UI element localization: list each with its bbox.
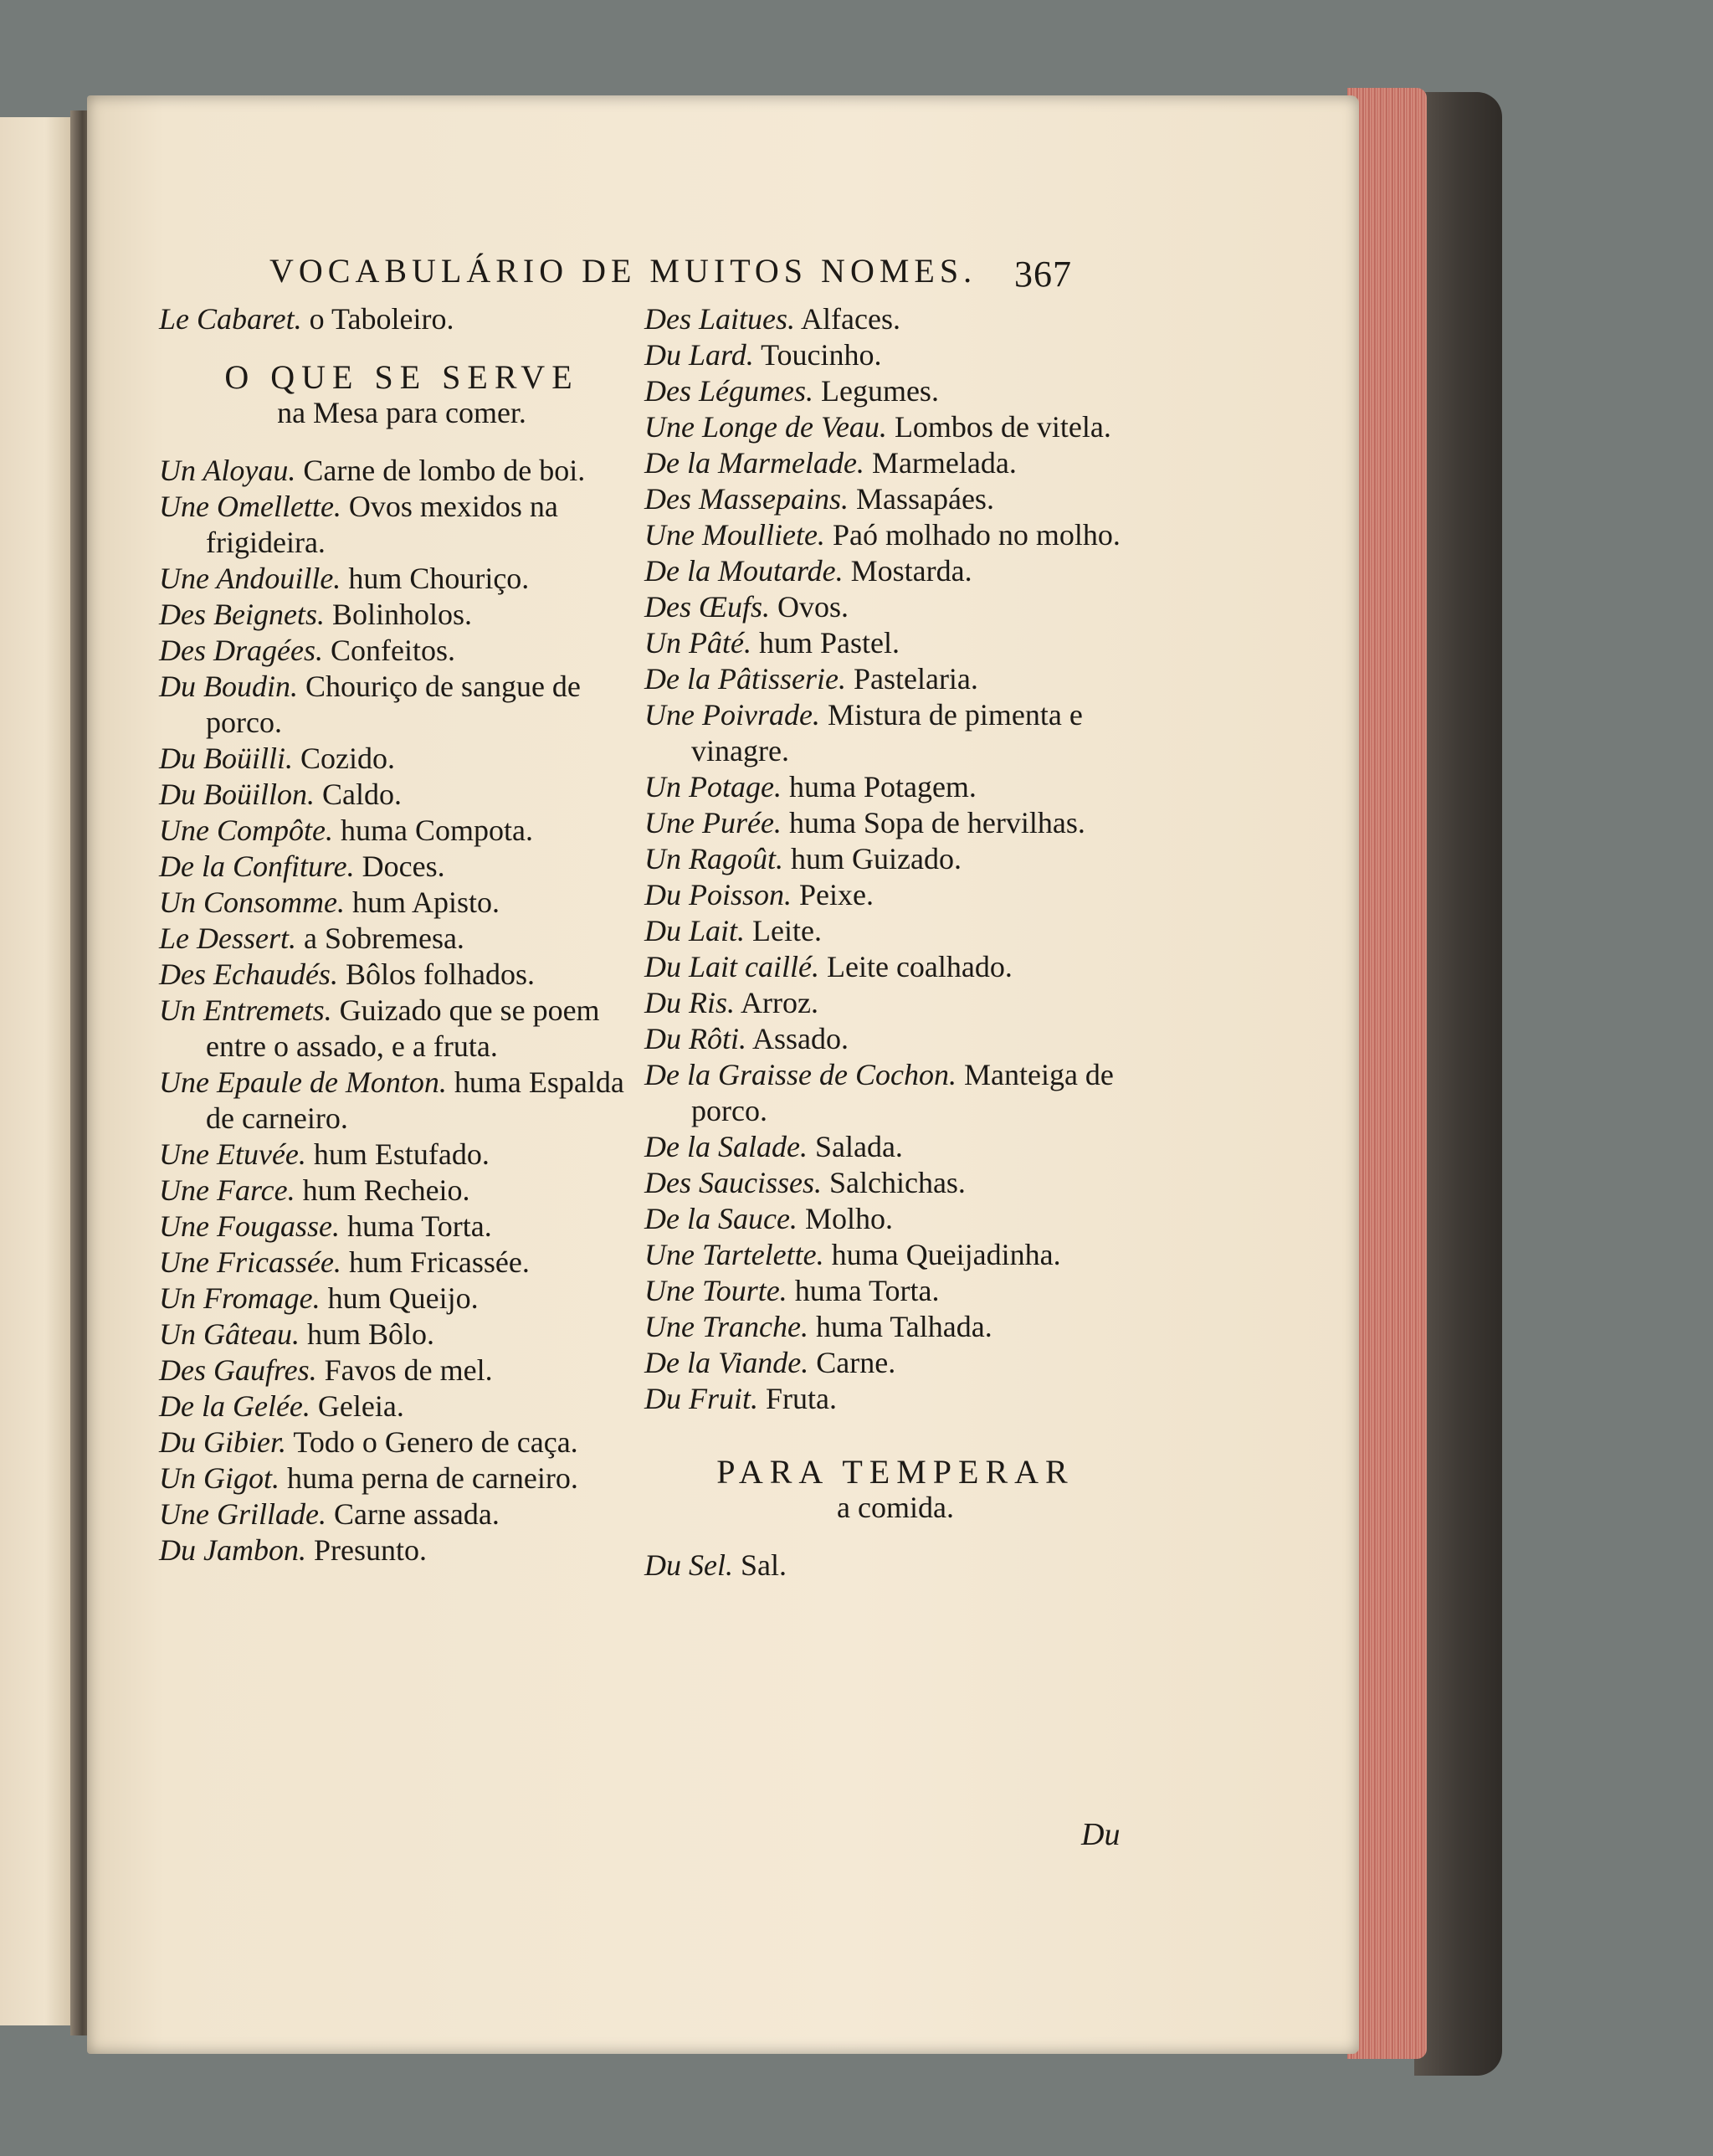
portuguese-translation: huma Queijadinha.	[831, 1238, 1061, 1271]
vocabulary-entry	[644, 913, 1146, 949]
running-title: VOCABULÁRIO DE MUITOS NOMES.	[269, 252, 977, 290]
portuguese-translation: Carne assada.	[333, 1497, 500, 1531]
vocabulary-entry	[159, 1173, 644, 1209]
left-entry-list	[159, 453, 644, 1568]
portuguese-translation: Mostarda.	[850, 554, 972, 588]
french-term: Une Fricassée.	[159, 1245, 341, 1279]
portuguese-translation: Guizado que se poem entre o assado, e a fruta.	[206, 993, 600, 1063]
portuguese-translation: Massapáes.	[855, 482, 994, 516]
french-term: Des Laitues.	[644, 302, 795, 336]
vocabulary-entry	[644, 625, 1146, 661]
french-term: Du Gibier.	[159, 1425, 286, 1459]
portuguese-translation: Chouriço de sangue de porco.	[206, 670, 581, 739]
french-term: Le Dessert.	[159, 921, 296, 955]
french-term: Des Saucisses.	[644, 1166, 822, 1199]
french-term: Un Pâté.	[644, 626, 751, 660]
vocabulary-entry	[159, 633, 644, 669]
portuguese-translation: Pastelaria.	[853, 662, 978, 696]
portuguese-translation: hum Queijo.	[327, 1281, 479, 1315]
vocabulary-entry	[644, 769, 1146, 805]
vocabulary-entry	[644, 1381, 1146, 1417]
vocabulary-entry	[644, 985, 1146, 1021]
french-term: Du Sel.	[644, 1548, 733, 1582]
portuguese-translation: Carne de lombo de boi.	[303, 454, 586, 487]
portuguese-translation: Leite coalhado.	[827, 950, 1013, 983]
french-term: Une Moulliete.	[644, 518, 825, 552]
french-term: Une Andouille.	[159, 562, 341, 595]
portuguese-translation: Arroz.	[741, 986, 818, 1019]
portuguese-translation: Geleia.	[317, 1389, 404, 1423]
french-term: Une Epaule de Monton.	[159, 1065, 447, 1099]
french-term: De la Pâtisserie.	[644, 662, 846, 696]
french-term: Du Fruit.	[644, 1382, 759, 1415]
french-term: Des Echaudés.	[159, 957, 338, 991]
french-term: Des Massepains.	[644, 482, 849, 516]
vocabulary-entry	[159, 1317, 644, 1353]
portuguese-translation: Salada.	[814, 1130, 903, 1163]
french-term: Du Poisson.	[644, 878, 792, 911]
french-term: De la Salade.	[644, 1130, 808, 1163]
section-subtitle-serve: na Mesa para comer.	[277, 396, 526, 429]
vocabulary-entry	[644, 1129, 1146, 1165]
vocabulary-entry	[644, 517, 1146, 553]
portuguese-translation: Manteiga de porco.	[691, 1058, 1114, 1127]
portuguese-translation: hum Fricassée.	[348, 1245, 530, 1279]
vocabulary-entry	[644, 1345, 1146, 1381]
portuguese-translation: huma Torta.	[794, 1274, 940, 1307]
french-term: Des Dragées.	[159, 634, 323, 667]
french-term: De la Viande.	[644, 1346, 809, 1379]
french-term: Une Etuvée.	[159, 1137, 306, 1171]
portuguese-translation: huma Torta.	[346, 1209, 492, 1243]
portuguese-translation: hum Estufado.	[313, 1137, 490, 1171]
section-subtitle-temperar: a comida.	[837, 1491, 954, 1524]
vocabulary-entry	[159, 777, 644, 813]
vocabulary-entry	[644, 445, 1146, 481]
french-term: Une Tartelette.	[644, 1238, 824, 1271]
vocabulary-entry	[644, 805, 1146, 841]
french-term: Des Gaufres.	[159, 1353, 317, 1387]
portuguese-translation: Marmelada.	[871, 446, 1017, 480]
section-title-serve: O QUE SE SERVE	[224, 358, 579, 396]
portuguese-translation: Doces.	[362, 850, 445, 883]
portuguese-translation: Ovos.	[777, 590, 849, 624]
vocabulary-entry	[159, 597, 644, 633]
portuguese-translation: Presunto.	[313, 1533, 427, 1567]
portuguese-translation: hum Apisto.	[352, 886, 500, 919]
vocabulary-entry	[159, 1281, 644, 1317]
portuguese-translation: Confeitos.	[330, 634, 455, 667]
portuguese-translation: Sal.	[740, 1548, 787, 1582]
french-term: Un Fromage.	[159, 1281, 321, 1315]
french-term: Un Ragoût.	[644, 842, 783, 875]
section-title-temperar: PARA TEMPERAR	[716, 1453, 1074, 1491]
vocabulary-entry	[159, 885, 644, 921]
portuguese-translation: Alfaces.	[801, 302, 900, 336]
portuguese-translation: hum Chouriço.	[348, 562, 530, 595]
vocabulary-entry	[644, 877, 1146, 913]
vocabulary-entry	[159, 489, 644, 561]
french-term: Une Poivrade.	[644, 698, 820, 732]
french-term: Une Compôte.	[159, 814, 333, 847]
vocabulary-entry	[644, 481, 1146, 517]
french-term: De la Sauce.	[644, 1202, 798, 1235]
left-column	[159, 301, 644, 1568]
french-term: De la Confiture.	[159, 850, 355, 883]
portuguese-translation: hum Bôlo.	[306, 1317, 434, 1351]
vocabulary-entry	[159, 1424, 644, 1460]
portuguese-translation: Peixe.	[799, 878, 874, 911]
vocabulary-entry	[159, 741, 644, 777]
french-term: Une Longe de Veau.	[644, 410, 887, 444]
vocabulary-entry	[159, 813, 644, 849]
french-term: Un Aloyau.	[159, 454, 296, 487]
french-term: Une Grillade.	[159, 1497, 326, 1531]
vocabulary-entry	[644, 553, 1146, 589]
portuguese-translation: Mistura de pimenta e vinagre.	[691, 698, 1083, 767]
portuguese-translation: huma Compota.	[340, 814, 533, 847]
vocabulary-entry	[644, 1057, 1146, 1129]
vocabulary-entry	[644, 589, 1146, 625]
portuguese-translation: Bôlos folhados.	[345, 957, 535, 991]
french-term: Du Lait caillé.	[644, 950, 819, 983]
french-term: Du Lard.	[644, 338, 754, 372]
portuguese-translation: Toucinho.	[761, 338, 882, 372]
vocabulary-entry	[159, 1065, 644, 1137]
french-term: Le Cabaret.	[159, 302, 302, 336]
vocabulary-entry	[644, 1165, 1146, 1201]
vocabulary-entry	[644, 949, 1146, 985]
vocabulary-entry	[644, 1021, 1146, 1057]
vocabulary-entry	[644, 301, 1146, 337]
vocabulary-entry	[159, 453, 644, 489]
french-term: Un Gâteau.	[159, 1317, 300, 1351]
portuguese-translation: Fruta.	[766, 1382, 838, 1415]
portuguese-translation: huma Sopa de hervilhas.	[788, 806, 1085, 839]
vocabulary-entry	[644, 409, 1146, 445]
french-term: Du Lait.	[644, 914, 746, 947]
french-term: Une Purée.	[644, 806, 782, 839]
right-entry-list	[644, 301, 1146, 1417]
french-term: Une Tourte.	[644, 1274, 787, 1307]
french-term: De la Gelée.	[159, 1389, 310, 1423]
vocabulary-entry	[159, 1532, 644, 1568]
vocabulary-entry	[644, 1237, 1146, 1273]
portuguese-translation: hum Recheio.	[302, 1173, 470, 1207]
french-term: Une Farce.	[159, 1173, 295, 1207]
vocabulary-entry	[159, 1245, 644, 1281]
vocabulary-entry	[644, 1548, 1146, 1584]
portuguese-translation: huma Potagem.	[788, 770, 977, 803]
vocabulary-entry	[159, 1496, 644, 1532]
french-term: Des Beignets.	[159, 598, 325, 631]
french-term: Des Œufs.	[644, 590, 770, 624]
portuguese-translation: Carne.	[816, 1346, 896, 1379]
portuguese-translation: Salchichas.	[828, 1166, 966, 1199]
french-term: Une Tranche.	[644, 1310, 808, 1343]
portuguese-translation: a Sobremesa.	[304, 921, 464, 955]
portuguese-translation: Molho.	[804, 1202, 893, 1235]
french-term: Du Boüillon.	[159, 778, 315, 811]
vocabulary-entry	[159, 669, 644, 741]
french-term: De la Marmelade.	[644, 446, 864, 480]
vocabulary-entry	[159, 1389, 644, 1424]
left-top-entries	[159, 301, 644, 337]
portuguese-translation: huma perna de carneiro.	[287, 1461, 578, 1495]
french-term: De la Moutarde.	[644, 554, 844, 588]
portuguese-translation: Caldo.	[322, 778, 402, 811]
french-term: Du Ris.	[644, 986, 735, 1019]
french-term: De la Graisse de Cochon.	[644, 1058, 957, 1091]
portuguese-translation: Favos de mel.	[324, 1353, 493, 1387]
page-number: 367	[1014, 254, 1072, 295]
vocabulary-entry	[644, 1201, 1146, 1237]
vocabulary-entry	[159, 993, 644, 1065]
vocabulary-entry	[159, 561, 644, 597]
vocabulary-entry	[159, 957, 644, 993]
vocabulary-entry	[644, 661, 1146, 697]
portuguese-translation: Ovos mexidos na frigideira.	[206, 490, 558, 559]
right-bottom-entries	[644, 1548, 1146, 1584]
vocabulary-entry	[159, 1209, 644, 1245]
portuguese-translation: Paó molhado no molho.	[832, 518, 1121, 552]
french-term: Une Omellette.	[159, 490, 341, 523]
portuguese-translation: huma Talhada.	[815, 1310, 992, 1343]
portuguese-translation: Leite.	[752, 914, 822, 947]
french-term: Des Légumes.	[644, 374, 813, 408]
portuguese-translation: Cozido.	[300, 742, 395, 775]
french-term: Un Entremets.	[159, 993, 332, 1027]
french-term: Un Gigot.	[159, 1461, 280, 1495]
portuguese-translation: Todo o Genero de caça.	[293, 1425, 578, 1459]
french-term: Une Fougasse.	[159, 1209, 340, 1243]
vocabulary-entry	[644, 337, 1146, 373]
french-term: Un Consomme.	[159, 886, 345, 919]
french-term: Du Boüilli.	[159, 742, 293, 775]
portuguese-translation: o Taboleiro.	[309, 302, 454, 336]
vocabulary-entry	[644, 841, 1146, 877]
vocabulary-entry	[159, 301, 644, 337]
vocabulary-entry	[644, 697, 1146, 769]
portuguese-translation: Lombos de vitela.	[894, 410, 1111, 444]
portuguese-translation: hum Guizado.	[791, 842, 962, 875]
portuguese-translation: hum Pastel.	[758, 626, 900, 660]
vocabulary-entry	[159, 921, 644, 957]
right-column	[644, 301, 1146, 1584]
vocabulary-entry	[159, 1460, 644, 1496]
french-term: Du Jambon.	[159, 1533, 306, 1567]
french-term: Du Boudin.	[159, 670, 298, 703]
french-term: Du Rôti.	[644, 1022, 746, 1055]
catchword: Du	[1081, 1817, 1121, 1852]
portuguese-translation: Legumes.	[820, 374, 939, 408]
vocabulary-entry	[159, 849, 644, 885]
portuguese-translation: huma Espalda de carneiro.	[206, 1065, 624, 1135]
vocabulary-entry	[159, 1137, 644, 1173]
vocabulary-entry	[644, 373, 1146, 409]
portuguese-translation: Assado.	[752, 1022, 849, 1055]
vocabulary-entry	[644, 1273, 1146, 1309]
french-term: Un Potage.	[644, 770, 782, 803]
portuguese-translation: Bolinholos.	[331, 598, 472, 631]
vocabulary-entry	[159, 1353, 644, 1389]
vocabulary-entry	[644, 1309, 1146, 1345]
